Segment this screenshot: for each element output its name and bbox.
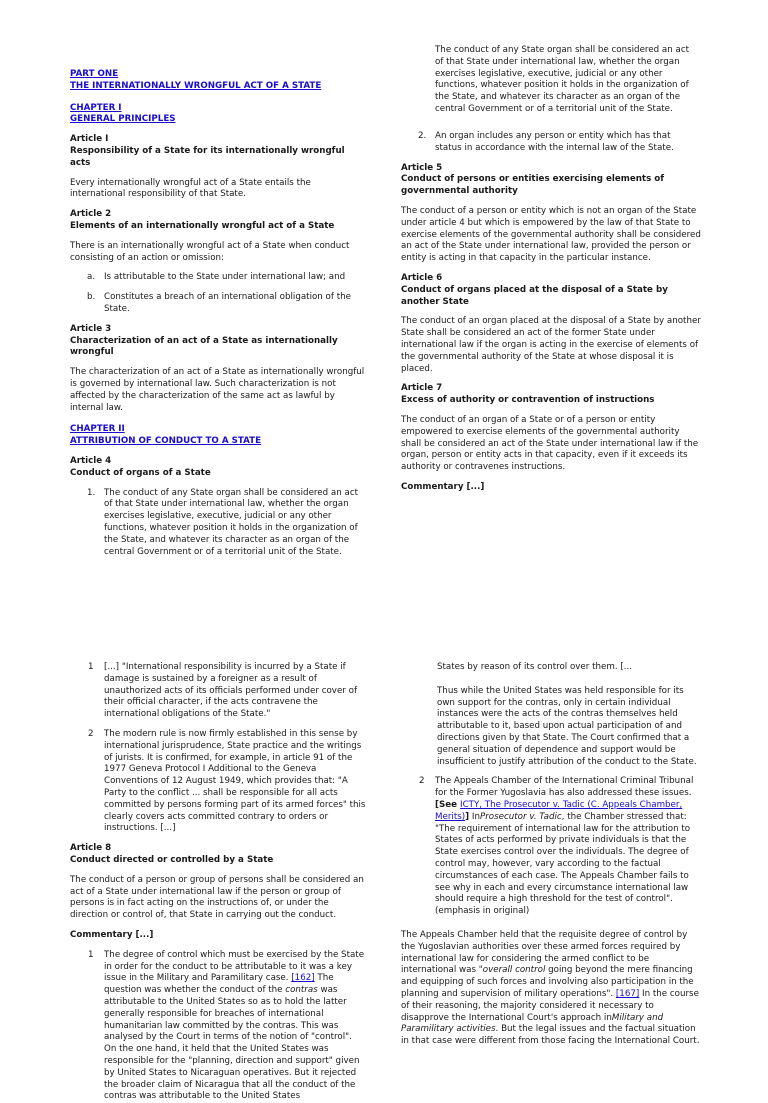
- commentary-item-1: [70, 950, 366, 1103]
- list-marker: 2.: [418, 131, 427, 141]
- article-6-number: Article 6: [401, 272, 443, 283]
- list-item-text: An organ includes any person or entity which has that status in accordance with the internal law of the State.: [435, 131, 674, 153]
- article-5-number: Article 5: [401, 162, 443, 173]
- article-3-title: Characterization of an act of a State as internationally wrongful: [70, 335, 338, 358]
- article-4-number: Article 4: [70, 455, 112, 466]
- commentary-number: 1: [88, 949, 94, 960]
- list-item-text: Constitutes a breach of an international obligation of the State.: [104, 292, 351, 314]
- footnote-text: The modern rule is now firmly established in this sense by international jurisprudence, State practice and the writings of jurists. It is confirmed, for example, in article 91 of the 1977 Geneva Protocol I Additional to the Geneva Conventions of 12 August 1949, which provides that: "A Party to the conflict ... shall be responsible for all acts committed by persons forming part of its armed forces" this clearly covers acts committed contrary to orders or instructions. [...]: [104, 728, 366, 834]
- footnote-2: [70, 729, 366, 835]
- part-one-link[interactable]: PART ONE: [70, 69, 119, 79]
- commentary-text: The Appeals Chamber of the International Criminal Tribunal for the Former Yugoslavia has also addressed these issues. [See ICTY, The Prosecutor v. Tadic (C. Appeals Chamber, Merits)] InProsecutor v. Tadic, the Chamber stressed that: "The requirement of international law for the attribution to States of acts performed by private individuals is that the State exercises control over the individuals. The degree of control may, however, vary according to the factual circumstances of each case. The Appeals Chamber fails to see why in each and every circumstance international law should require a high threshold for the test of control". (emphasis in original): [435, 776, 694, 917]
- article-4-item-1-continued: [401, 45, 701, 116]
- page1-left-column: [70, 69, 366, 557]
- article-1-text: Every internationally wrongful act of a State entails the international responsibility of that State.: [70, 177, 311, 200]
- chapter-1-title-link[interactable]: GENERAL PRINCIPLES: [70, 114, 176, 125]
- chapter-2-title-link[interactable]: ATTRIBUTION OF CONDUCT TO A STATE: [70, 436, 262, 447]
- article-6-text: The conduct of an organ placed at the disposal of a State by another State shall be considered an act of the former State under international law if the organ is acting in the exercise of elements of the governmental authority of the State at whose disposal it is placed.: [401, 316, 701, 374]
- article-2-title: Elements of an internationally wrongful act of a State: [70, 220, 335, 231]
- page1-right-column: [401, 45, 701, 494]
- article-3-number: Article 3: [70, 323, 112, 334]
- commentary-text: The degree of control which must be exercised by the State in order for the conduct to be attributable to it was a key issue in the Military and Paramilitary case. [162] The question was whether the conduct of the contras was attributable to the United States so as to hold the latter generally responsible for breaches of international humanitarian law committed by the contras. This was analysed by the Court in terms of the notion of "control". On the one hand, it held that the United States was responsible for the "planning, direction and support" given by United States to Nicaraguan operatives. But it rejected the broader claim of Nicaragua that all the conduct of the contras was attributable to the United States: [104, 949, 365, 1102]
- article-2-item-a: [70, 272, 366, 284]
- article-4-item-1: [70, 488, 366, 559]
- commentary-heading: Commentary [...]: [401, 481, 485, 492]
- list-marker: 1.: [87, 487, 96, 498]
- commentary-paragraph: Thus while the United States was held responsible for its own support for the contras, only in certain individual instances were the acts of the contras themselves held attributable to it, based upon actual participation of and directions given by that State. The Court confirmed that a general situation of dependence and support would be insufficient to justify attribution of the conduct to the State.: [437, 685, 697, 767]
- article-2-item-b: [70, 292, 366, 316]
- appeals-chamber-paragraph: The Appeals Chamber held that the requisite degree of control by the Yugoslavian authorities over these armed forces required by international law for considering the armed conflict to be international was "overall control going beyond the mere financing and equipping of such forces and involving also participation in the planning and supervision of military operations". [167] In the course of their reasoning, the majority considered it necessary to disapprove the International Court's approach inMilitary and Paramilitary activities. But the legal issues and the factual situation in that case were different from those facing the International Court.: [401, 929, 700, 1047]
- part-one-title-link[interactable]: THE INTERNATIONALLY WRONGFUL ACT OF A STATE: [70, 80, 322, 91]
- list-item-text: The conduct of any State organ shall be considered an act of that State under international law, whether the organ exercises legislative, executive, judicial or any other functions, whatever position it holds in the organization of the State, and whatever its character as an organ of the central Government or of a territorial unit of the State.: [104, 487, 359, 557]
- footnote-number: 1: [88, 662, 94, 672]
- article-8-text: The conduct of a person or group of persons shall be considered an act of a State under international law if the person or group of persons is in fact acting on the instructions of, or under the direction or control of, that State in carrying out the conduct.: [70, 874, 364, 921]
- article-7-title: Excess of authority or contravention of instructions: [401, 395, 655, 406]
- footnote-ref-167[interactable]: [167]: [615, 988, 640, 999]
- article-2-text: There is an internationally wrongful act of a State when conduct consisting of an action or omission:: [70, 240, 350, 263]
- article-4-title: Conduct of organs of a State: [70, 467, 211, 478]
- chapter-2-link[interactable]: CHAPTER II: [70, 424, 125, 435]
- footnote-1: [70, 662, 366, 721]
- list-marker: b.: [87, 292, 96, 303]
- tadic-case-link[interactable]: ICTY, The Prosecutor v. Tadic (C. Appeals Chamber, Merits): [435, 799, 683, 822]
- article-7-number: Article 7: [401, 383, 443, 394]
- commentary-item-2: [401, 776, 701, 918]
- article-6-title: Conduct of organs placed at the disposal of a State by another State: [401, 284, 668, 307]
- commentary-continuation: States by reason of its control over them. [...: [437, 662, 633, 672]
- article-8-title: Conduct directed or controlled by a State: [70, 854, 274, 865]
- article-1-title: Responsibility of a State for its internationally wrongful acts: [70, 145, 345, 168]
- article-1-number: Article I: [70, 134, 109, 145]
- article-5-text: The conduct of a person or entity which is not an organ of the State under article 4 but which is empowered by the law of that State to exercise elements of the governmental authority shall be considered an act of the State under international law, provided the person or entity is acting in that capacity in the particular instance.: [401, 205, 701, 264]
- footnote-text: [...] "International responsibility is incurred by a State if damage is sustained by a foreigner as a result of unauthorized acts of its officials performed under cover of their official character, if the acts contravene the international obligations of the State.": [104, 662, 357, 720]
- article-3-text: The characterization of an act of a State as internationally wrongful is governed by international law. Such characterization is not affected by the characterization of the same act as lawful by internal law.: [70, 367, 365, 413]
- article-2-number: Article 2: [70, 209, 112, 220]
- page2-left-column: [70, 662, 366, 1102]
- article-5-title: Conduct of persons or entities exercising elements of governmental authority: [401, 174, 665, 197]
- list-item-text: The conduct of any State organ shall be considered an act of that State under international law, whether the organ exercises legislative, executive, judicial or any other functions, whatever position it holds in the organization of the State, and whatever its character as an organ of the central Government or of a territorial unit of the State.: [435, 45, 690, 114]
- chapter-1-link[interactable]: CHAPTER I: [70, 102, 122, 113]
- article-4-item-2: [401, 131, 701, 155]
- commentary-heading-2: Commentary [...]: [70, 929, 154, 940]
- article-7-text: The conduct of an organ of a State or of a person or entity empowered to exercise elements of the governmental authority shall be considered an act of the State under international law if the organ, person or entity acts in that capacity, even if it exceeds its authority or contravenes instructions.: [401, 414, 699, 473]
- footnote-ref-162[interactable]: [162]: [291, 973, 315, 984]
- footnote-number: 2: [88, 728, 94, 739]
- article-8-number: Article 8: [70, 843, 112, 854]
- list-marker: a.: [87, 272, 96, 283]
- page2-right-column: [401, 662, 701, 1047]
- commentary-number: 2: [419, 776, 425, 787]
- list-item-text: Is attributable to the State under international law; and: [104, 272, 346, 283]
